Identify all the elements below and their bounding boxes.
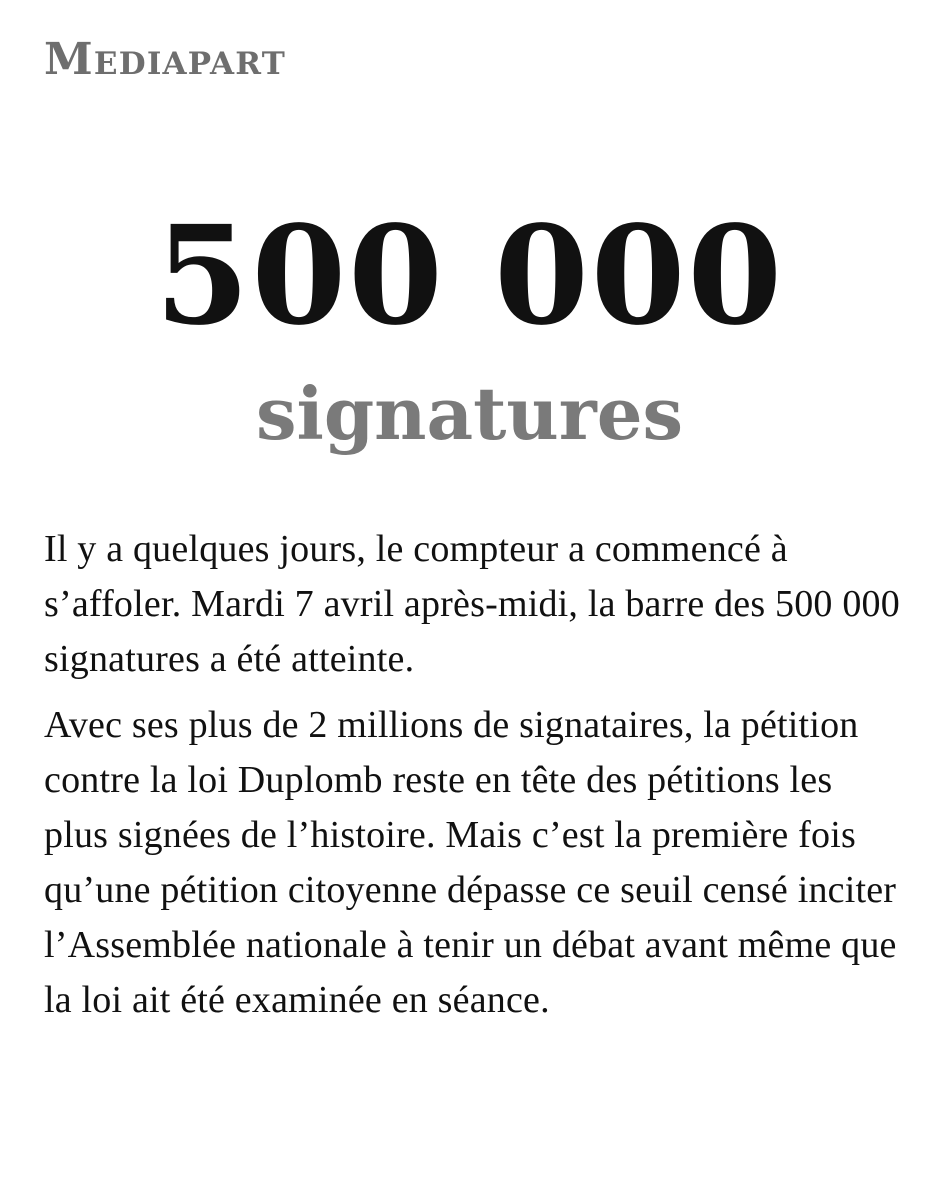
article-paragraph-1: Il y a quelques jours, le compteur a commencé à s’affoler. Mardi 7 avril après-midi, la barre des 500 000 signatures a été atteinte. [44, 528, 900, 680]
article-paragraph-2: Avec ses plus de 2 millions de signataires, la pétition contre la loi Duplomb reste en tête des pétitions les plus signées de l’histoire. Mais c’est la première fois qu’une pétition citoyenne dépasse ce seuil censé inciter l’Assemblée nationale à tenir un débat avant même que la loi ait été examinée en séance. [44, 704, 897, 1021]
signature-count: 500 000 [154, 196, 785, 356]
signature-count-label: signatures [255, 371, 684, 456]
article-body [44, 522, 904, 1028]
brand-logo: Mediapart [44, 34, 286, 85]
